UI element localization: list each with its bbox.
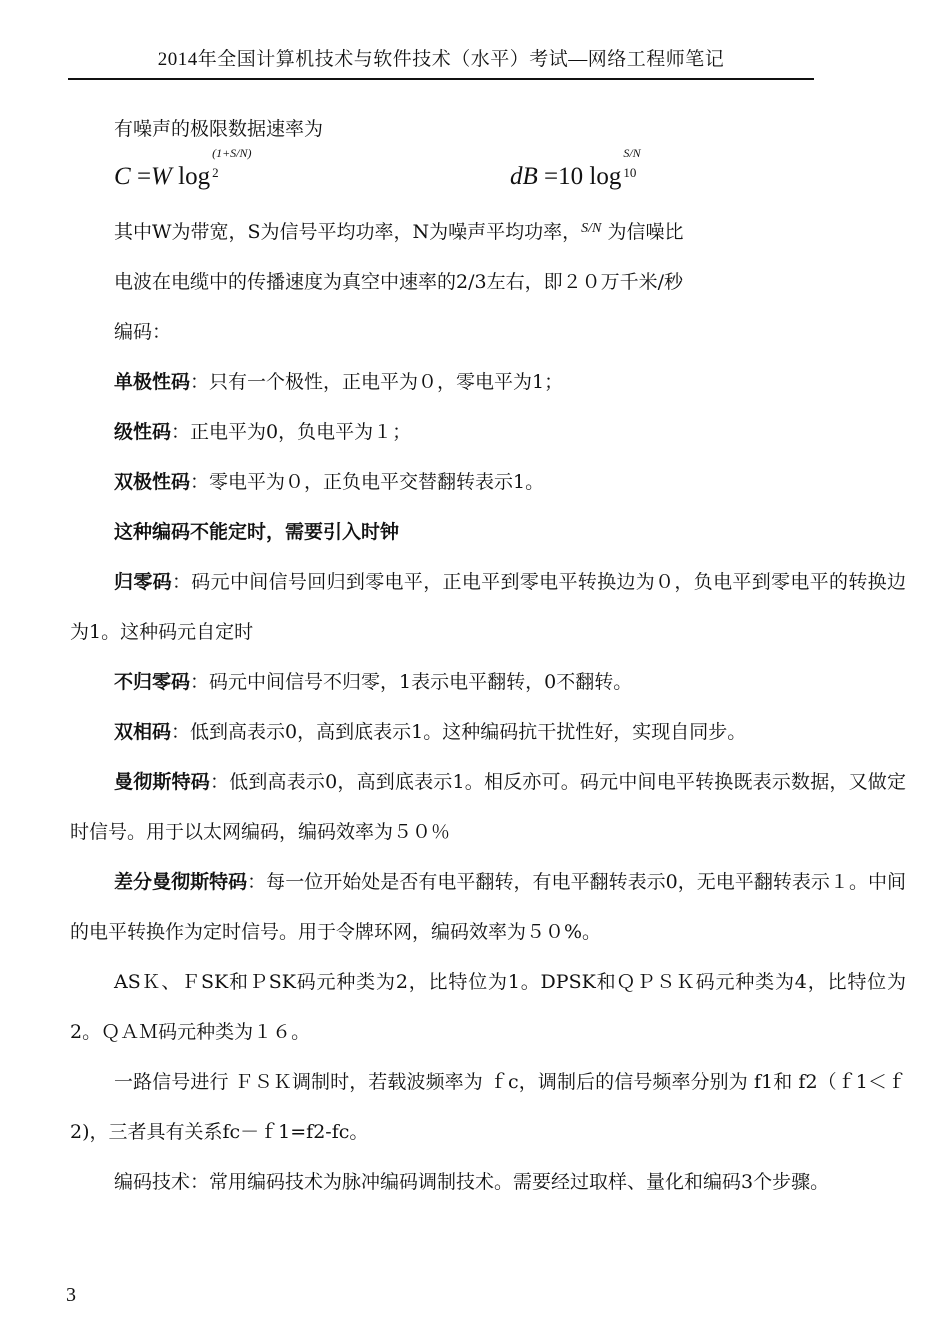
formula-row <box>70 146 906 204</box>
manchester-code: 曼彻斯特码：低到高表示0，高到底表示1。相反亦可。码元中间电平转换既表示数据，又做定时信号。用于以太网编码，编码效率为５０％ <box>70 771 906 843</box>
bipolar-code: 双极性码：零电平为０，正负电平交替翻转表示1。 <box>114 471 545 493</box>
modulation-symbols: ASＫ、ＦSK和ＰSK码元种类为2，比特位为1。DPSK和ＱＰＳＫ码元种类为4，比特位为2。ＱＡＭ码元种类为１６。 <box>70 971 906 1043</box>
shannon-capacity-formula: C =W log (1+S/N) 2 <box>114 146 252 190</box>
page-number: 3 <box>66 1284 76 1306</box>
fsk-note: 一路信号进行 ＦＳＫ调制时，若载波频率为 ｆc，调制后的信号频率分别为 f1和 f2（ｆ1＜ｆ2)，三者具有关系fc－ｆ1=f2-fc。 <box>70 1071 906 1143</box>
differential-manchester-code: 差分曼彻斯特码：每一位开始处是否有电平翻转，有电平翻转表示0，无电平翻转表示１。中间的电平转换作为定时信号。用于令牌环网，编码效率为５０%。 <box>70 871 906 943</box>
encoding-heading: 编码： <box>114 321 172 343</box>
formula-intro: 有噪声的极限数据速率为 <box>114 118 324 140</box>
non-return-to-zero-code: 不归零码：码元中间信号不归零，1表示电平翻转，0不翻转。 <box>114 671 633 693</box>
pcm-note: 编码技术：常用编码技术为脉冲编码调制技术。需要经过取样、量化和编码3个步骤。 <box>114 1171 830 1193</box>
propagation-speed: 电波在电缆中的传播速度为真空中速率的2/3左右，即２０万千米/秒 <box>114 271 683 293</box>
biphase-code: 双相码：低到高表示0，高到底表示1。这种编码抗干扰性好，实现自同步。 <box>114 721 747 743</box>
page-body <box>70 104 906 1207</box>
polar-code: 级性码：正电平为0，负电平为１； <box>114 421 412 443</box>
snr-definition: 其中W为带宽，S为信号平均功率，N为噪声平均功率，$^{S/N}$ 为信噪比 <box>114 221 684 243</box>
header-rule <box>68 78 814 80</box>
return-to-zero-code: 归零码：码元中间信号回归到零电平，正电平到零电平转换边为０，负电平到零电平的转换边为1。这种码元自定时 <box>70 571 906 643</box>
decibel-formula: dB =10 log S/N 10 <box>510 146 641 190</box>
unipolar-code: 单极性码：只有一个极性，正电平为０，零电平为1； <box>114 371 564 393</box>
clock-note: 这种编码不能定时，需要引入时钟 <box>114 521 400 543</box>
page-header: 2014年全国计算机技术与软件技术（水平）考试—网络工程师笔记 <box>157 49 725 70</box>
